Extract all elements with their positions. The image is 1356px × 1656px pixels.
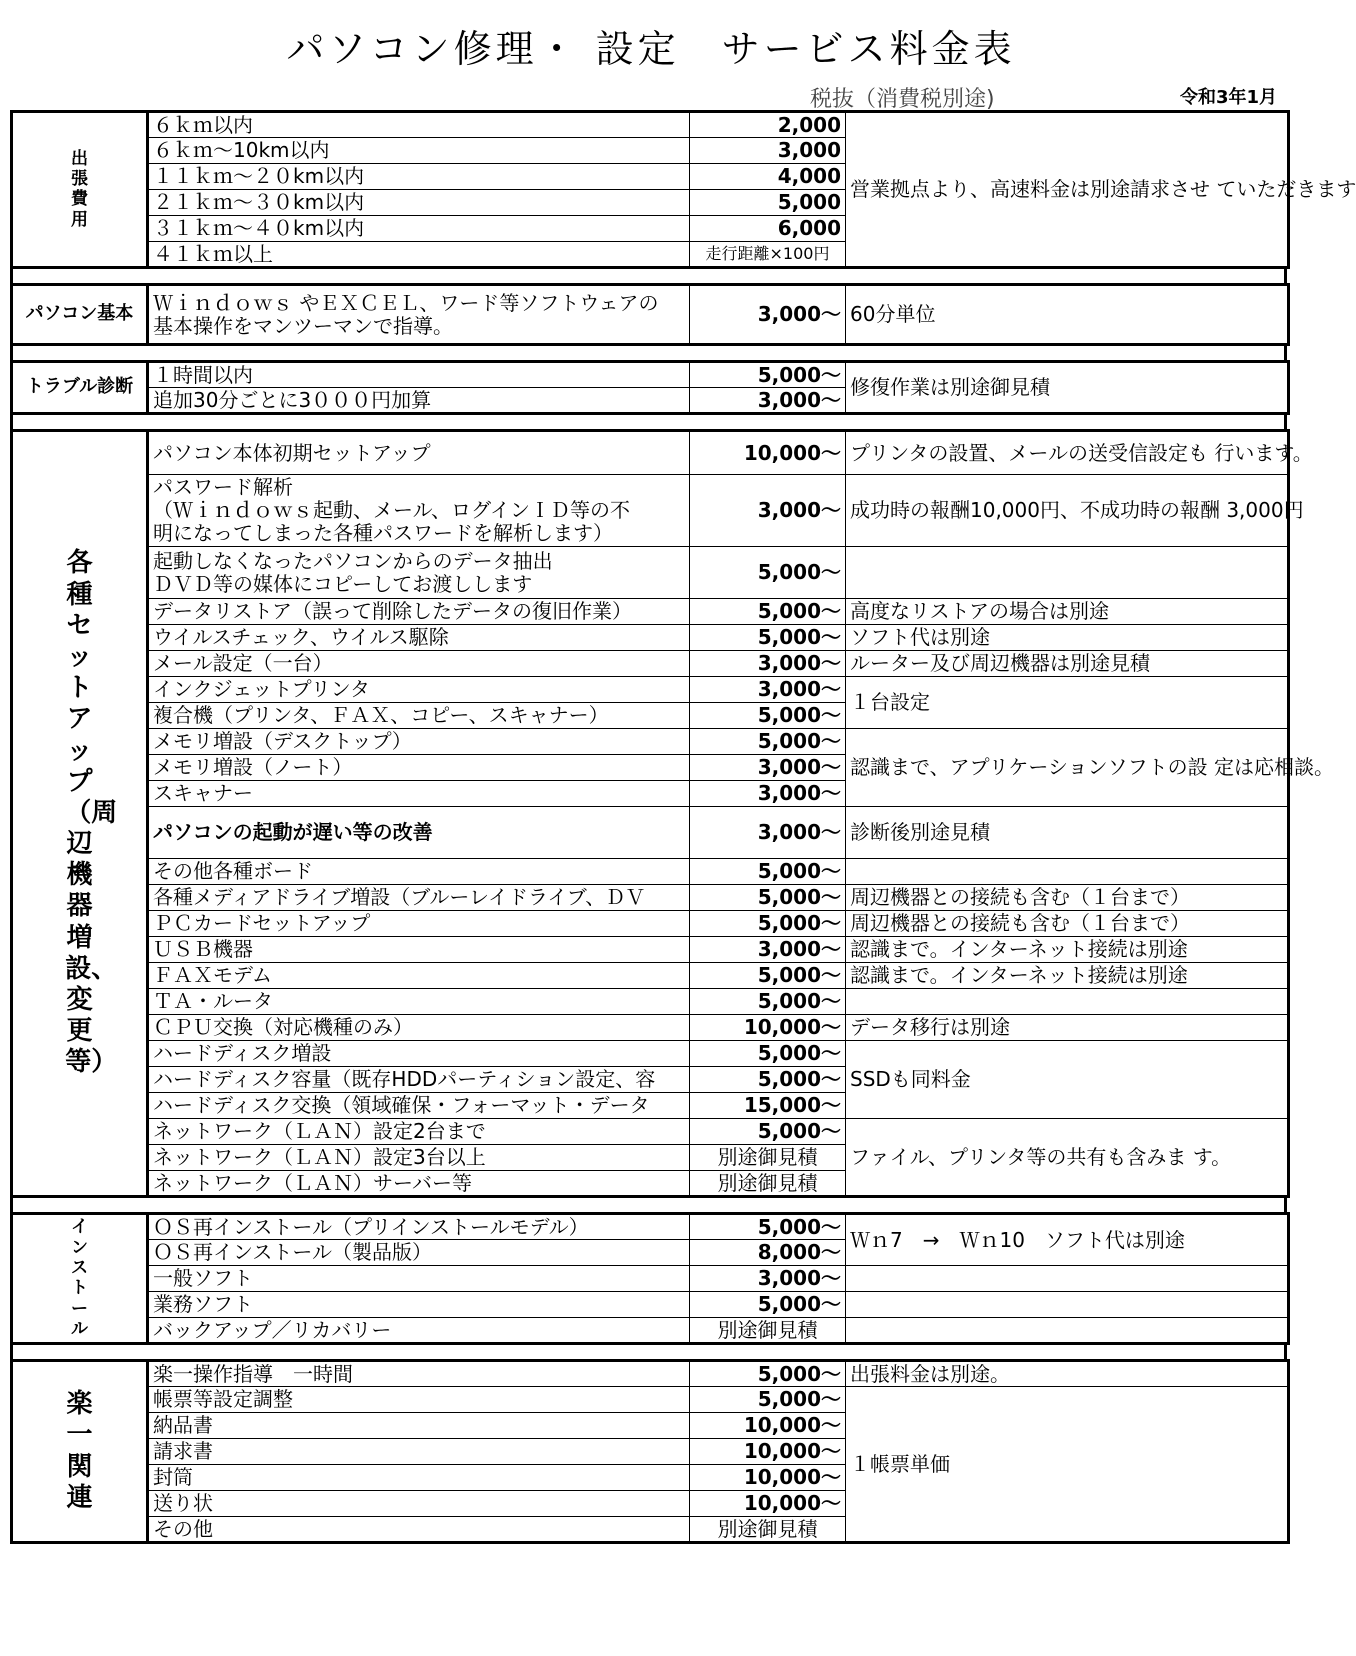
- item-cell: 各種メディアドライブ増設（ブルーレイドライブ、ＤＶ: [148, 885, 690, 911]
- item-cell: ハードディスク交換（領域確保・フォーマット・データ: [148, 1093, 690, 1119]
- item-cell: スキャナー: [148, 781, 690, 807]
- note-cell: 周辺機器との接続も含む（１台まで）: [846, 911, 1289, 937]
- table-row: [12, 362, 1289, 388]
- price-cell: 5,000～: [690, 1041, 846, 1067]
- issue-date: 令和3年1月: [1180, 87, 1278, 108]
- item-cell: 帳票等設定調整: [148, 1387, 690, 1413]
- price-cell: 5,000～: [690, 885, 846, 911]
- note-cell: 高度なリストアの場合は別途: [846, 599, 1289, 625]
- item-cell: メモリ増設（デスクトップ）: [148, 729, 690, 755]
- price-cell: 3,000～: [690, 755, 846, 781]
- section-header: パソコン基本: [12, 285, 148, 345]
- note-cell: １台設定: [846, 677, 1289, 729]
- price-cell: 3,000～: [690, 937, 846, 963]
- section-divider: [10, 346, 1287, 360]
- price-cell: 5,000～: [690, 1387, 846, 1413]
- table-row: [12, 431, 1289, 475]
- section-header: インストール: [12, 1214, 148, 1344]
- price-cell: 別途御見積: [690, 1145, 846, 1171]
- note-cell: [846, 547, 1289, 599]
- item-cell: バックアップ／リカバリー: [148, 1318, 690, 1344]
- section-trouble-diagnosis: [10, 360, 1290, 415]
- price-cell: 10,000～: [690, 1439, 846, 1465]
- price-cell: 8,000～: [690, 1240, 846, 1266]
- item-cell: 封筒: [148, 1465, 690, 1491]
- item-cell: 請求書: [148, 1439, 690, 1465]
- section-divider: [10, 1345, 1287, 1359]
- table-row: [12, 112, 1289, 138]
- price-cell: 3,000～: [690, 781, 846, 807]
- item-cell: 納品書: [148, 1413, 690, 1439]
- item-cell: ハードディスク容量（既存HDDパーティション設定、容: [148, 1067, 690, 1093]
- price-cell: 別途御見積: [690, 1171, 846, 1197]
- table-row: [12, 911, 1289, 937]
- item-cell: ネットワーク（ＬＡＮ）サーバー等: [148, 1171, 690, 1197]
- section-divider: [10, 415, 1287, 429]
- note-cell: 営業拠点より、高速料金は別途請求させ ていただきます: [846, 112, 1289, 268]
- item-cell: パソコン本体初期セットアップ: [148, 431, 690, 475]
- price-cell: 3,000～: [690, 285, 846, 345]
- price-cell: 10,000～: [690, 1015, 846, 1041]
- note-cell: SSDも同料金: [846, 1041, 1289, 1119]
- table-row: [12, 1318, 1289, 1344]
- price-cell: 6,000: [690, 216, 846, 242]
- note-cell: データ移行は別途: [846, 1015, 1289, 1041]
- item-cell: メール設定（一台）: [148, 651, 690, 677]
- table-row: [12, 1387, 1289, 1413]
- note-cell: 認識まで。インターネット接続は別途: [846, 937, 1289, 963]
- price-cell: 5,000～: [690, 989, 846, 1015]
- item-cell: 楽一操作指導 一時間: [148, 1361, 690, 1387]
- table-row: [12, 859, 1289, 885]
- item-cell: ３１ｋｍ～４０km以内: [148, 216, 690, 242]
- note-cell: 60分単位: [846, 285, 1289, 345]
- table-row: [12, 1015, 1289, 1041]
- table-row: [12, 1041, 1289, 1067]
- price-cell: 5,000～: [690, 599, 846, 625]
- item-cell: 送り状: [148, 1491, 690, 1517]
- item-cell: １１ｋｍ～２０km以内: [148, 164, 690, 190]
- section-setup: [10, 429, 1334, 1198]
- price-cell: 10,000～: [690, 1465, 846, 1491]
- price-cell: 5,000～: [690, 547, 846, 599]
- note-cell: 診断後別途見積: [846, 807, 1289, 859]
- item-cell: データリストア（誤って削除したデータの復旧作業）: [148, 599, 690, 625]
- price-cell: 5,000～: [690, 1214, 846, 1240]
- item-cell: ハードディスク増設: [148, 1041, 690, 1067]
- note-cell: 修復作業は別途御見積: [846, 362, 1289, 414]
- item-cell: 一般ソフト: [148, 1266, 690, 1292]
- note-cell: [846, 1266, 1289, 1292]
- note-cell: ファイル、プリンタ等の共有も含みま す。: [846, 1119, 1289, 1197]
- section-header: トラブル診断: [12, 362, 148, 414]
- section-divider: [10, 269, 1287, 283]
- item-cell: ４１ｋｍ以上: [148, 242, 690, 268]
- item-cell: ＵＳＢ機器: [148, 937, 690, 963]
- item-cell: ６ｋｍ以内: [148, 112, 690, 138]
- item-cell: ＴＡ・ルータ: [148, 989, 690, 1015]
- price-cell: 10,000～: [690, 1491, 846, 1517]
- table-row: [12, 1119, 1289, 1145]
- item-cell: ネットワーク（ＬＡＮ）設定2台まで: [148, 1119, 690, 1145]
- price-cell: 5,000～: [690, 1119, 846, 1145]
- item-cell: ウイルスチェック、ウイルス駆除: [148, 625, 690, 651]
- table-row: [12, 1361, 1289, 1387]
- price-cell: 3,000～: [690, 677, 846, 703]
- table-row: [12, 285, 1289, 345]
- price-cell: 10,000～: [690, 431, 846, 475]
- item-cell: 追加30分ごとに3０００円加算: [148, 388, 690, 414]
- item-cell: その他各種ボード: [148, 859, 690, 885]
- price-cell: 5,000～: [690, 963, 846, 989]
- item-cell: インクジェットプリンタ: [148, 677, 690, 703]
- price-cell: 5,000～: [690, 625, 846, 651]
- item-cell: ＦＡＸモデム: [148, 963, 690, 989]
- item-cell: ＣＰＵ交換（対応機種のみ）: [148, 1015, 690, 1041]
- note-cell: ソフト代は別途: [846, 625, 1289, 651]
- table-row: [12, 1266, 1289, 1292]
- table-row: [12, 963, 1289, 989]
- table-row: [12, 677, 1289, 703]
- section-header: 出張費用: [12, 112, 148, 268]
- section-divider: [10, 1198, 1287, 1212]
- price-cell: 10,000～: [690, 1413, 846, 1439]
- table-row: [12, 885, 1289, 911]
- note-cell: 成功時の報酬10,000円、不成功時の報酬 3,000円: [846, 475, 1289, 547]
- item-cell: 起動しなくなったパソコンからのデータ抽出 ＤＶＤ等の媒体にコピーしてお渡しします: [148, 547, 690, 599]
- item-cell: 業務ソフト: [148, 1292, 690, 1318]
- item-cell: Ｗｉｎｄｏｗｓ やＥＸＣＥＬ、ワード等ソフトウェアの 基本操作をマンツーマンで指導。: [148, 285, 690, 345]
- table-row: [12, 625, 1289, 651]
- note-cell: 認識まで。インターネット接続は別途: [846, 963, 1289, 989]
- item-cell: ６ｋｍ～10km以内: [148, 138, 690, 164]
- price-cell: 3,000～: [690, 388, 846, 414]
- section-travel-fee: [10, 110, 1356, 269]
- price-cell: 3,000～: [690, 807, 846, 859]
- price-cell: 3,000～: [690, 1266, 846, 1292]
- section-rakuichi: [10, 1359, 1290, 1544]
- note-cell: ルーター及び周辺機器は別途見積: [846, 651, 1289, 677]
- table-row: [12, 651, 1289, 677]
- tax-note: 税抜（消費税別途): [810, 87, 995, 112]
- section-pc-basics: [10, 283, 1290, 346]
- table-row: [12, 547, 1289, 599]
- section-header: 各種セットアップ（周辺機器増設、変更等）: [12, 431, 148, 1197]
- price-cell: 3,000～: [690, 475, 846, 547]
- note-cell: 出張料金は別途。: [846, 1361, 1289, 1387]
- price-cell: 15,000～: [690, 1093, 846, 1119]
- price-cell: 別途御見積: [690, 1517, 846, 1543]
- price-cell: 2,000: [690, 112, 846, 138]
- table-row: [12, 729, 1289, 755]
- price-cell: 3,000: [690, 138, 846, 164]
- item-cell: ＯＳ再インストール（プリインストールモデル）: [148, 1214, 690, 1240]
- price-table: [10, 110, 1356, 1544]
- price-cell: 3,000～: [690, 651, 846, 677]
- table-row: [12, 937, 1289, 963]
- price-cell: 5,000～: [690, 1361, 846, 1387]
- item-cell: パスワード解析 （Ｗｉｎｄｏｗｓ起動、メール、ログインＩＤ等の不 明になってしまった各種パスワードを解析します）: [148, 475, 690, 547]
- table-row: [12, 807, 1289, 859]
- item-cell: ＰＣカードセットアップ: [148, 911, 690, 937]
- item-cell: 複合機（プリンタ、ＦＡＸ、コピー、スキャナー）: [148, 703, 690, 729]
- note-cell: [846, 1292, 1289, 1318]
- table-row: [12, 1292, 1289, 1318]
- item-cell: メモリ増設（ノート）: [148, 755, 690, 781]
- note-cell: Ｗｎ7 → Ｗｎ10 ソフト代は別途: [846, 1214, 1289, 1266]
- section-header: 楽一関連: [12, 1361, 148, 1543]
- item-cell: ２１ｋｍ～３０km以内: [148, 190, 690, 216]
- price-cell: 5,000～: [690, 911, 846, 937]
- note-cell: 認識まで、アプリケーションソフトの設 定は応相談。: [846, 729, 1289, 807]
- price-cell: 5,000～: [690, 1067, 846, 1093]
- page-title: パソコン修理・ 設定 サービス料金表: [286, 27, 1016, 71]
- item-cell: １時間以内: [148, 362, 690, 388]
- price-cell: 走行距離×100円: [690, 242, 846, 268]
- note-cell: プリンタの設置、メールの送受信設定も 行います。: [846, 431, 1289, 475]
- table-row: [12, 989, 1289, 1015]
- note-cell: [846, 1318, 1289, 1344]
- item-cell: その他: [148, 1517, 690, 1543]
- price-cell: 5,000～: [690, 1292, 846, 1318]
- section-install: [10, 1212, 1290, 1345]
- table-row: [12, 1214, 1289, 1240]
- item-cell: ネットワーク（ＬＡＮ）設定3台以上: [148, 1145, 690, 1171]
- item-cell: パソコンの起動が遅い等の改善: [148, 807, 690, 859]
- price-cell: 別途御見積: [690, 1318, 846, 1344]
- note-cell: [846, 859, 1289, 885]
- price-cell: 5,000～: [690, 703, 846, 729]
- price-cell: 5,000～: [690, 362, 846, 388]
- price-cell: 5,000～: [690, 729, 846, 755]
- price-cell: 5,000～: [690, 859, 846, 885]
- table-row: [12, 475, 1289, 547]
- price-cell: 4,000: [690, 164, 846, 190]
- table-row: [12, 599, 1289, 625]
- note-cell: １帳票単価: [846, 1387, 1289, 1543]
- note-cell: 周辺機器との接続も含む（１台まで）: [846, 885, 1289, 911]
- price-cell: 5,000: [690, 190, 846, 216]
- item-cell: ＯＳ再インストール（製品版）: [148, 1240, 690, 1266]
- note-cell: [846, 989, 1289, 1015]
